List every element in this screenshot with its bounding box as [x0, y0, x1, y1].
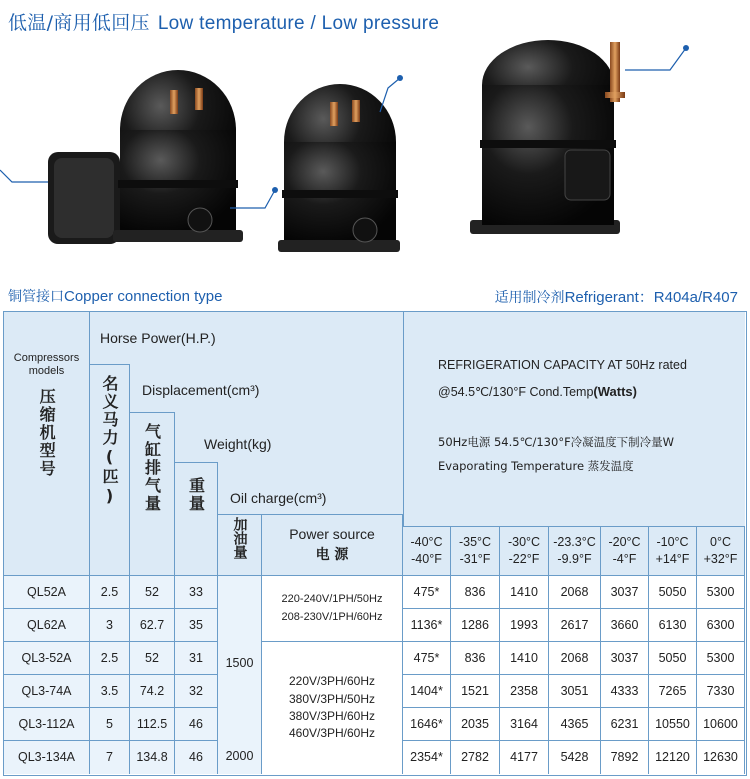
weight-header-cn: 重量	[175, 462, 218, 576]
oil-cell-a: 1500	[218, 576, 262, 675]
temp-header-cell: 0°C +32°F	[697, 526, 745, 576]
capacity-cell: 1993	[500, 609, 549, 642]
hp-cell: 3.5	[90, 675, 130, 708]
models-header: Compressors models 压缩机型号	[4, 312, 90, 576]
capacity-cell: 1136*	[403, 609, 451, 642]
temp-header-cell: -40°C -40°F	[403, 526, 451, 576]
power-single-phase: 220-240V/1PH/50Hz 208-230V/1PH/60Hz	[262, 576, 403, 642]
capacity-cell: 475*	[403, 576, 451, 609]
temp-header-cell: -35°C -31°F	[451, 526, 500, 576]
disp-header-cn: 气缸排气量	[130, 412, 175, 576]
capacity-cell: 10550	[649, 708, 697, 741]
power-three-phase: 220V/3PH/60Hz 380V/3PH/50Hz 380V/3PH/60Hz 460V/3PH/60Hz	[262, 642, 403, 774]
connection-type-label: 铜管接口Copper connection type	[8, 288, 223, 305]
capacity-cell: 5428	[549, 741, 601, 774]
oil-header-cn: 加油量	[218, 514, 262, 576]
capacity-cell: 3660	[601, 609, 649, 642]
capacity-cell: 836	[451, 576, 500, 609]
capacity-cell: 1410	[500, 642, 549, 675]
refcap-line3: 50Hz电源 54.5℃/130°F冷凝温度下制冷量W	[438, 435, 675, 449]
capacity-cell: 7330	[697, 675, 745, 708]
hp-cell: 3	[90, 609, 130, 642]
capacity-cell: 5050	[649, 642, 697, 675]
compressor-illustrations	[0, 30, 750, 280]
capacity-cell: 12630	[697, 741, 745, 774]
capacity-cell: 2035	[451, 708, 500, 741]
model-cell: QL3-74A	[4, 675, 90, 708]
capacity-cell: 6130	[649, 609, 697, 642]
hp-header-cn: 名义马力(匹)	[90, 364, 130, 576]
compressor-1-illustration	[113, 70, 278, 242]
hp-cell: 7	[90, 741, 130, 774]
hp-header-en: Horse Power(H.P.)	[100, 330, 216, 346]
capacity-cell: 6300	[697, 609, 745, 642]
model-cell: QL62A	[4, 609, 90, 642]
capacity-cell: 836	[451, 642, 500, 675]
capacity-cell: 7892	[601, 741, 649, 774]
product-photos	[0, 30, 750, 280]
capacity-cell: 5300	[697, 576, 745, 609]
displacement-cell: 112.5	[130, 708, 175, 741]
capacity-cell: 1286	[451, 609, 500, 642]
power-header: Power source 电 源	[262, 514, 403, 576]
refcap-line4: Evaporating Temperature 蒸发温度	[438, 459, 634, 473]
capacity-cell: 10600	[697, 708, 745, 741]
capacity-cell: 2068	[549, 642, 601, 675]
displacement-cell: 62.7	[130, 609, 175, 642]
capacity-cell: 1646*	[403, 708, 451, 741]
hp-cell: 2.5	[90, 642, 130, 675]
capacity-cell: 5300	[697, 642, 745, 675]
weight-cell: 31	[175, 642, 218, 675]
weight-cell: 46	[175, 741, 218, 774]
temp-header-cell: -23.3°C -9.9°F	[549, 526, 601, 576]
temp-header-cell: -10°C +14°F	[649, 526, 697, 576]
temp-header-cell: -20°C -4°F	[601, 526, 649, 576]
capacity-cell: 1521	[451, 675, 500, 708]
capacity-cell: 475*	[403, 642, 451, 675]
capacity-cell: 3164	[500, 708, 549, 741]
model-cell: QL3-52A	[4, 642, 90, 675]
model-cell: QL52A	[4, 576, 90, 609]
capacity-cell: 3037	[601, 576, 649, 609]
displacement-cell: 52	[130, 642, 175, 675]
weight-header-en: Weight(kg)	[204, 436, 272, 452]
capacity-cell: 2354*	[403, 741, 451, 774]
capacity-cell: 3037	[601, 642, 649, 675]
capacity-cell: 2068	[549, 576, 601, 609]
model-cell: QL3-112A	[4, 708, 90, 741]
capacity-cell: 4365	[549, 708, 601, 741]
capacity-cell: 2617	[549, 609, 601, 642]
capacity-cell: 4177	[500, 741, 549, 774]
weight-cell: 32	[175, 675, 218, 708]
hp-cell: 2.5	[90, 576, 130, 609]
capacity-cell: 1410	[500, 576, 549, 609]
capacity-cell: 4333	[601, 675, 649, 708]
weight-cell: 46	[175, 708, 218, 741]
capacity-cell: 5050	[649, 576, 697, 609]
oil-header-en: Oil charge(cm³)	[230, 490, 327, 506]
capacity-cell: 7265	[649, 675, 697, 708]
compressor-3-illustration	[470, 40, 689, 234]
disp-header-en: Displacement(cm³)	[142, 382, 260, 398]
capacity-cell: 6231	[601, 708, 649, 741]
refrigerant-label: 适用制冷剂Refrigerant：R404a/R407	[494, 289, 738, 306]
oil-cell-b: 2000	[218, 675, 262, 774]
capacity-cell: 2358	[500, 675, 549, 708]
displacement-cell: 74.2	[130, 675, 175, 708]
capacity-cell: 2782	[451, 741, 500, 774]
model-cell: QL3-134A	[4, 741, 90, 774]
refcap-line2: @54.5℃/130°F Cond.Temp(Watts)	[438, 384, 637, 399]
hp-cell: 5	[90, 708, 130, 741]
capacity-cell: 12120	[649, 741, 697, 774]
terminal-box-illustration	[0, 152, 120, 244]
title-cn: 低温/商用低回压	[8, 12, 150, 34]
weight-cell: 33	[175, 576, 218, 609]
displacement-cell: 134.8	[130, 741, 175, 774]
weight-cell: 35	[175, 609, 218, 642]
displacement-cell: 52	[130, 576, 175, 609]
capacity-cell: 3051	[549, 675, 601, 708]
compressor-2-illustration	[278, 75, 403, 252]
temp-header-cell: -30°C -22°F	[500, 526, 549, 576]
spec-table	[3, 311, 747, 776]
refcap-line1: REFRIGERATION CAPACITY AT 50Hz rated	[438, 358, 687, 372]
capacity-cell: 1404*	[403, 675, 451, 708]
title-en: Low temperature / Low pressure	[157, 13, 440, 34]
